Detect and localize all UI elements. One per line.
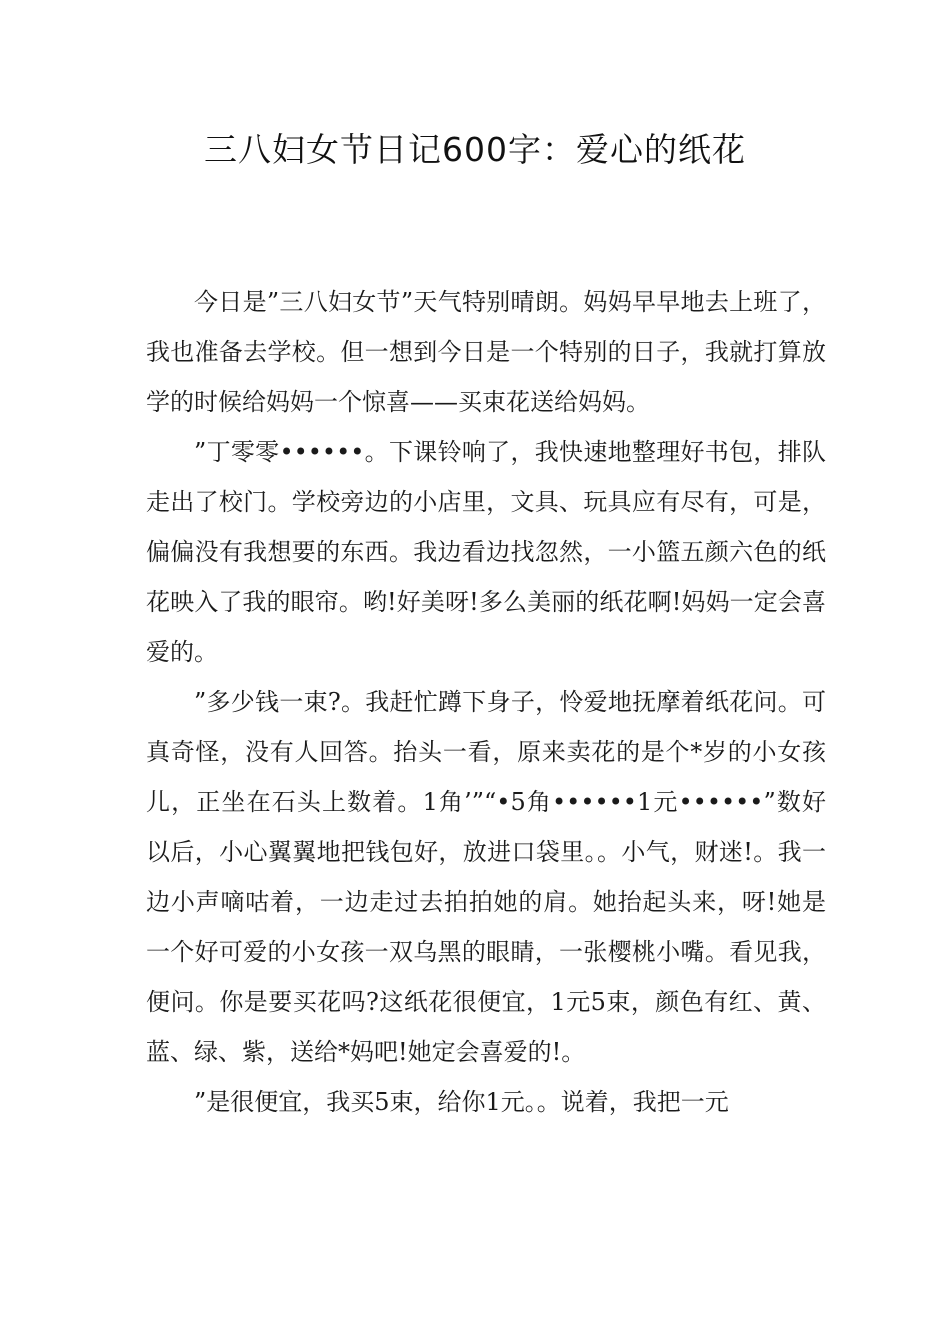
paragraph-2: ”丁零零••••••。下课铃响了，我快速地整理好书包，排队走出了校门。学校旁边的小店里，文具、玩具应有尽有，可是，偏偏没有我想要的东西。我边看边找忽然，一小篮五颜六色的纸花映入了我的眼帘。哟!好美呀!多么美丽的纸花啊!妈妈一定会喜爱的。: [146, 438, 826, 666]
document-title: 三八妇女节日记600字：爱心的纸花: [204, 130, 746, 169]
paragraph-3: ”多少钱一束?。我赶忙蹲下身子，怜爱地抚摩着纸花问。可真奇怪，没有人回答。抬头一看，原来卖花的是个*岁的小女孩儿，正坐在石头上数着。1角’”“•5角••••••1元••••••”数好以后，小心翼翼地把钱包好，放进口袋里。。小气，财迷!。我一边小声嘀咕着，一边走过去拍拍她的肩。她抬起头来，呀!她是一个好可爱的小女孩一双乌黑的眼睛，一张樱桃小嘴。看见我，便问。你是要买花吗?这纸花很便宜，1元5束，颜色有红、黄、蓝、绿、紫，送给*妈吧!她定会喜爱的!。: [146, 688, 826, 1066]
document-body: [146, 277, 826, 1127]
paragraph-4: ”是很便宜，我买5束，给你1元。。说着，我把一元: [194, 1088, 729, 1116]
paragraph-1: 今日是”三八妇女节”天气特别晴朗。妈妈早早地去上班了，我也准备去学校。但一想到今日是一个特别的日子，我就打算放学的时候给妈妈一个惊喜——买束花送给妈妈。: [146, 288, 826, 416]
